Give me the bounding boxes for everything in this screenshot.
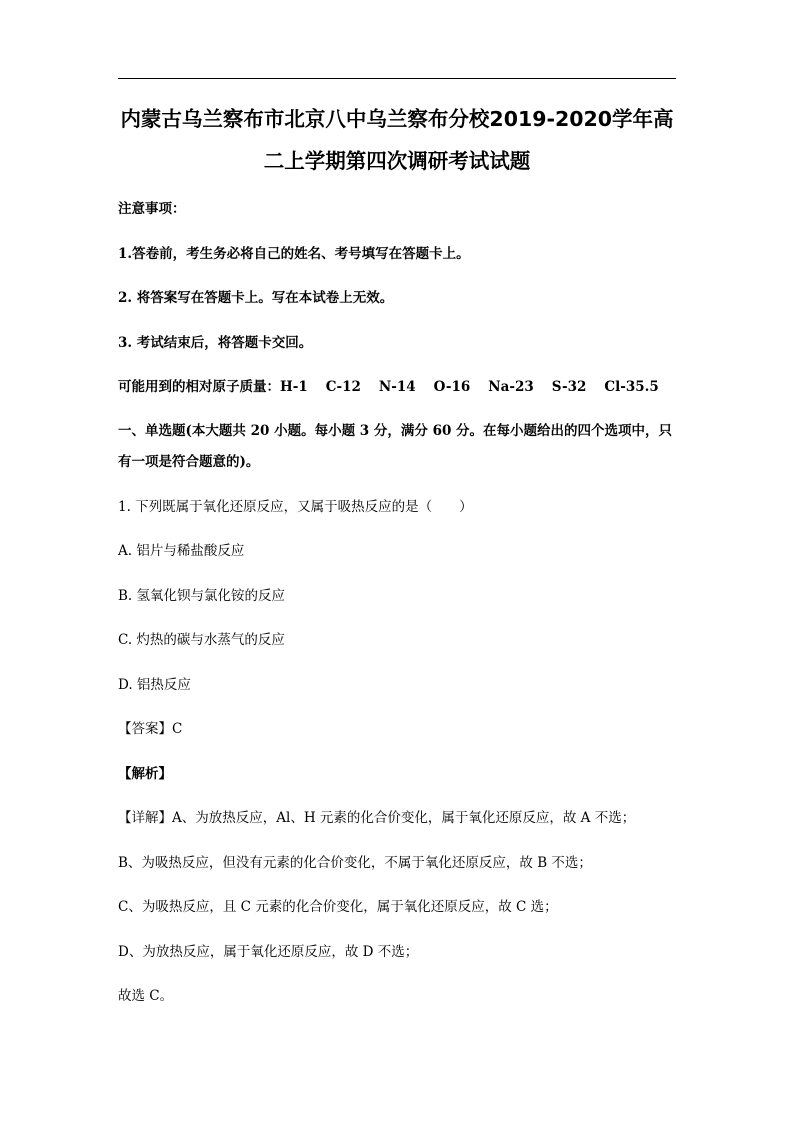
question-1-conclusion: 故选 C。 bbox=[118, 988, 174, 1004]
page-title-line-2: 二上学期第四次调研考试试题 bbox=[263, 149, 531, 173]
question-1-analysis-line-2: B、为吸热反应，但没有元素的化合价变化，不属于氧化还原反应，故 B 不选； bbox=[118, 855, 592, 871]
atomic-mass-cl: Cl-35.5 bbox=[604, 379, 659, 395]
atomic-mass-n: N-14 bbox=[378, 379, 416, 395]
section-heading-line-1: 一、单选题(本大题共 20 小题。每小题 3 分，满分 60 分。在每小题给出的四个选项中，只 bbox=[118, 423, 673, 439]
section-heading-line-2: 有一项是符合题意的)。 bbox=[118, 454, 260, 470]
question-1-option-a: A. 铝片与稀盐酸反应 bbox=[118, 543, 245, 559]
question-1-analysis-line-3: C、为吸热反应，且 C 元素的化合价变化，属于氧化还原反应，故 C 选； bbox=[118, 899, 558, 915]
notice-item-3: 3. 考试结束后，将答题卡交回。 bbox=[118, 335, 313, 351]
page-title-line-1: 内蒙古乌兰察布市北京八中乌兰察布分校2019-2020学年高 bbox=[120, 107, 674, 131]
atomic-masses bbox=[118, 378, 659, 396]
notice-item-1: 1.答卷前，考生务必将自己的姓名、考号填写在答题卡上。 bbox=[118, 246, 470, 262]
question-1-answer: 【答案】C bbox=[118, 721, 183, 737]
header-rule bbox=[118, 78, 676, 79]
atomic-mass-na: Na-23 bbox=[488, 379, 534, 395]
question-1-option-b: B. 氢氧化钡与氯化铵的反应 bbox=[118, 588, 286, 604]
atomic-mass-h: H-1 bbox=[280, 379, 308, 395]
question-1-stem: 1. 下列既属于氧化还原反应，又属于吸热反应的是（ ） bbox=[118, 499, 473, 515]
atomic-mass-s: S-32 bbox=[551, 379, 587, 395]
notice-heading: 注意事项： bbox=[118, 201, 186, 217]
atomic-masses-label: 可能用到的相对原子质量： bbox=[118, 379, 280, 395]
question-1-option-c: C. 灼热的碳与水蒸气的反应 bbox=[118, 632, 285, 648]
question-1-analysis-line-1: 【详解】A、为放热反应，Al、H 元素的化合价变化，属于氧化还原反应，故 A 不选； bbox=[118, 810, 636, 826]
question-1-analysis-heading: 【解析】 bbox=[118, 766, 172, 782]
atomic-mass-o: O-16 bbox=[433, 379, 471, 395]
notice-item-2: 2. 将答案写在答题卡上。写在本试卷上无效。 bbox=[118, 290, 394, 306]
atomic-mass-c: C-12 bbox=[325, 379, 361, 395]
question-1-option-d: D. 铝热反应 bbox=[118, 677, 191, 693]
question-1-analysis-line-4: D、为放热反应，属于氧化还原反应，故 D 不选； bbox=[118, 944, 419, 960]
